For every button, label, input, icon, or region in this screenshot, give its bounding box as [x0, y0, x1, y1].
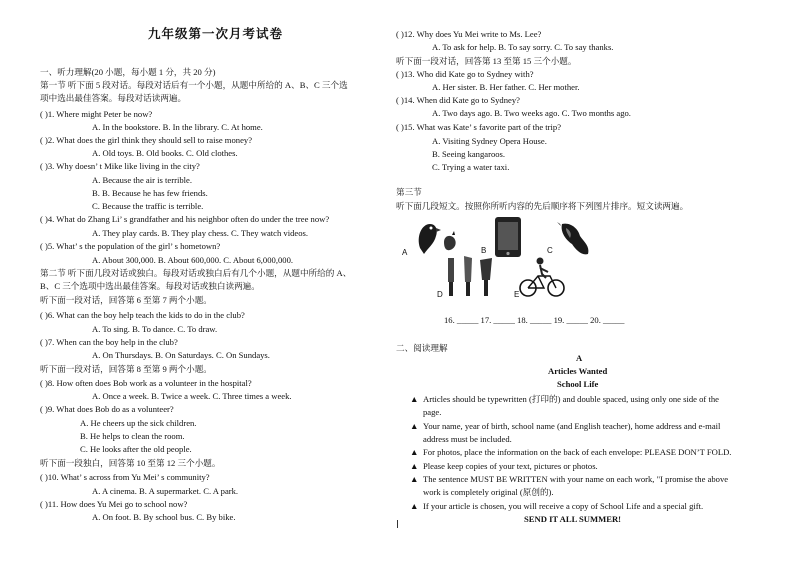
closing-line: SEND IT ALL SUMMER! — [524, 514, 622, 524]
question-line: C. Trying a water taxi. — [432, 162, 510, 172]
question-line: ( )12. Why does Yu Mei write to Ms. Lee? — [396, 29, 542, 39]
question-line: A. Visiting Sydney Opera House. — [432, 136, 547, 146]
bird-picture — [556, 220, 592, 258]
question-line: ( )11. How does Yu Mei go to school now? — [40, 499, 188, 509]
bullet-triangle-icon: ▲ — [410, 474, 419, 484]
question-line: ( )8. How often does Bob work as a volunteer in the hospital? — [40, 378, 252, 388]
bullet-triangle-icon: ▲ — [410, 447, 419, 457]
question-line: 第一节 听下面 5 段对话。每段对话后有一个小题，从题中所给的 A、B、C 三个选 — [40, 80, 348, 90]
question-line: ( )1. Where might Peter be now? — [40, 109, 153, 119]
question-line: B、C 三个选项中选出最佳答案。每段对话或独白读两遍。 — [40, 281, 260, 291]
passage-title: Articles Wanted — [548, 366, 608, 376]
bullet-triangle-icon: ▲ — [410, 394, 419, 404]
bullet-text: The sentence MUST BE WRITTEN with your name on each work, "I promise the above — [423, 474, 729, 484]
question-line: A. To ask for help. B. To say sorry. C. To say thanks. — [432, 42, 614, 52]
question-line: 二、阅读理解 — [396, 343, 448, 353]
bullet-text: For photos, place the information on the back of each envelope: PLEASE DON’T FOLD. — [423, 447, 732, 457]
question-line: ( )10. What’ s across from Yu Mei’ s community? — [40, 472, 210, 482]
question-line: ( )6. What can the boy help teach the kids to do in the club? — [40, 310, 245, 320]
question-line: 听下面几段短文。按照你所听内容的先后顺序将下列图片排序。短文读两遍。 — [396, 201, 689, 211]
question-line: C. Because the traffic is terrible. — [92, 201, 204, 211]
question-line: B. B. Because he has few friends. — [92, 188, 208, 198]
bullet-text: work is completely original (原创的). — [423, 487, 554, 497]
question-line: C. He looks after the old people. — [80, 444, 192, 454]
pic-label-e: E — [514, 290, 520, 299]
question-line: 听下面一段独白，回答第 10 至第 12 三个小题。 — [40, 458, 221, 468]
question-line: ( )7. When can the boy help in the club? — [40, 337, 178, 347]
pic-label-c: C — [547, 246, 553, 255]
question-line: A. To sing. B. To dance. C. To draw. — [92, 324, 218, 334]
passage-label: A — [576, 353, 583, 363]
question-line: A. Once a week. B. Twice a week. C. Three times a week. — [92, 391, 292, 401]
question-line: 第二节 听下面几段对话或独白。每段对话或独白后有几个小题，从题中所给的 A、 — [40, 268, 352, 278]
question-line: ( )9. What does Bob do as a volunteer? — [40, 404, 174, 414]
question-line: ( )13. Who did Kate go to Sydney with? — [396, 69, 534, 79]
question-line: A. Her sister. B. Her father. C. Her mother. — [432, 82, 580, 92]
pic-label-d: D — [437, 290, 443, 299]
bullet-triangle-icon: ▲ — [410, 501, 419, 511]
question-line: A. On foot. B. By school bus. C. By bike. — [92, 512, 236, 522]
question-line: A. On Thursdays. B. On Saturdays. C. On Sundays. — [92, 350, 270, 360]
question-line: B. Seeing kangaroos. — [432, 149, 506, 159]
question-line: B. He helps to clean the room. — [80, 431, 185, 441]
question-line: 项中选出最佳答案。每段对话读两遍。 — [40, 93, 187, 103]
question-line: ( )14. When did Kate go to Sydney? — [396, 95, 520, 105]
phone-picture — [494, 216, 522, 258]
question-line: A. Old toys. B. Old books. C. Old clothes. — [92, 148, 238, 158]
question-line: 一、听力理解(20 小题，每小题 1 分，共 20 分) — [40, 67, 216, 77]
bullet-text: Please keep copies of your text, pictures or photos. — [423, 461, 598, 471]
question-line: A. A cinema. B. A supermarket. C. A park. — [92, 486, 239, 496]
page-title: 九年级第一次月考试卷 — [148, 27, 284, 41]
bullet-text: Your name, year of birth, school name (and English teacher), home address and e-mail — [423, 421, 721, 431]
bullet-text: If your article is chosen, you will receive a copy of School Life and a special gift. — [423, 501, 704, 511]
pic-label-b: B — [481, 246, 487, 255]
margin-mark — [397, 520, 398, 528]
question-line: 16. _____ 17. _____ 18. _____ 19. _____ 20. _____ — [444, 315, 625, 325]
question-line: A. Two days ago. B. Two weeks ago. C. Two months ago. — [432, 108, 631, 118]
question-line: 听下面一段对话，回答第 13 至第 15 三个小题。 — [396, 56, 577, 66]
question-line: 听下面一段对话，回答第 8 至第 9 两个小题。 — [40, 364, 212, 374]
question-line: A. In the bookstore. B. In the library. C. At home. — [92, 122, 263, 132]
parrot-and-chicken-picture — [412, 218, 458, 258]
knives-picture — [444, 254, 496, 298]
question-line: A. They play cards. B. They play chess. C. They watch videos. — [92, 228, 308, 238]
bullet-text: address must be included. — [423, 434, 512, 444]
bullet-triangle-icon: ▲ — [410, 461, 419, 471]
bullet-triangle-icon: ▲ — [410, 421, 419, 431]
question-line: ( )2. What does the girl think they should sell to raise money? — [40, 135, 253, 145]
question-line: A. He cheers up the sick children. — [80, 418, 197, 428]
pic-label-a: A — [402, 248, 408, 257]
question-line: ( )3. Why doesn’ t Mike like living in the city? — [40, 161, 200, 171]
question-line: ( )4. What do Zhang Li’ s grandfather and his neighbor often do under the tree now? — [40, 214, 330, 224]
question-line: 听下面一段对话，回答第 6 至第 7 两个小题。 — [40, 295, 212, 305]
bullet-text: page. — [423, 407, 442, 417]
question-line: ( )5. What’ s the population of the girl’ s hometown? — [40, 241, 221, 251]
question-line: A. About 300,000. B. About 600,000. C. About 6,000,000. — [92, 255, 294, 265]
question-line: ( )15. What was Kate’ s favorite part of the trip? — [396, 122, 562, 132]
question-line: A. Because the air is terrible. — [92, 175, 192, 185]
question-line: 第三节 — [396, 187, 422, 197]
cyclist-picture — [518, 256, 566, 298]
bullet-text: Articles should be typewritten (打印的) and double spaced, using only one side of the — [423, 394, 719, 404]
passage-subtitle: School Life — [557, 379, 599, 389]
